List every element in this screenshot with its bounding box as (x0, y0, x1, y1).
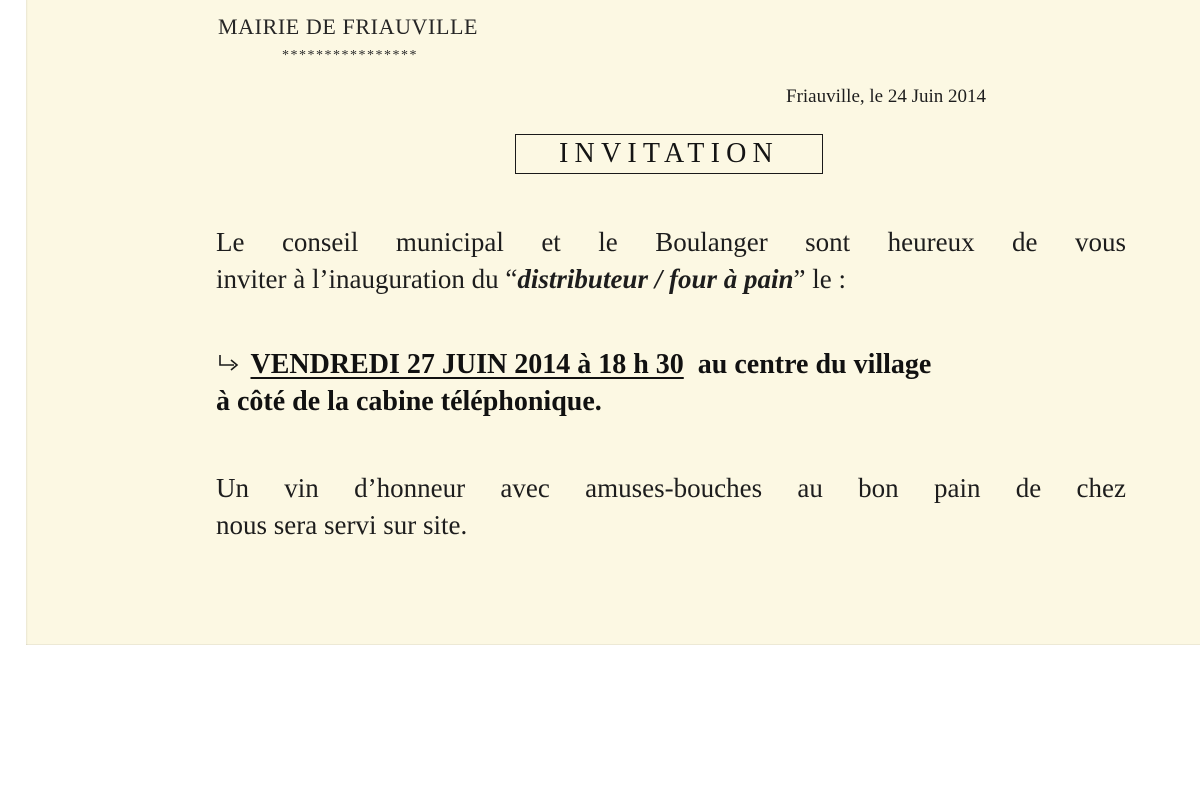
place-date: Friauville, le 24 Juin 2014 (786, 86, 987, 107)
reception-paragraph (216, 470, 1126, 544)
organization-name: MAIRIE DE FRIAUVILLE (218, 14, 479, 39)
intro-line-2-start: inviter à l’inauguration du “ (216, 264, 518, 294)
intro-line-2 (216, 261, 1126, 298)
event-details (216, 346, 1128, 420)
intro-line-1: Le conseil municipal et le Boulanger sont heureux de vous (216, 227, 1126, 257)
event-location: au centre du village (697, 349, 932, 380)
event-date-time: VENDREDI 27 JUIN 2014 à 18 h 30 (250, 349, 684, 380)
title-frame (515, 134, 823, 174)
equipment-name: distributeur / four à pain (517, 264, 794, 294)
right-turn-arrow-icon (216, 346, 244, 383)
event-line-2: à côté de la cabine téléphonique. (216, 386, 602, 417)
intro-paragraph (216, 224, 1126, 298)
event-line-1 (216, 346, 1128, 383)
intro-line-2-end: ” le : (793, 264, 846, 294)
page-title: INVITATION (559, 138, 779, 169)
reception-line-2: nous sera servi sur site. (216, 510, 468, 540)
invitation-card (26, 0, 1200, 645)
decorative-stars: **************** (282, 48, 418, 63)
reception-line-1: Un vin d’honneur avec amuses-bouches au bon pain de chez (216, 473, 1126, 503)
